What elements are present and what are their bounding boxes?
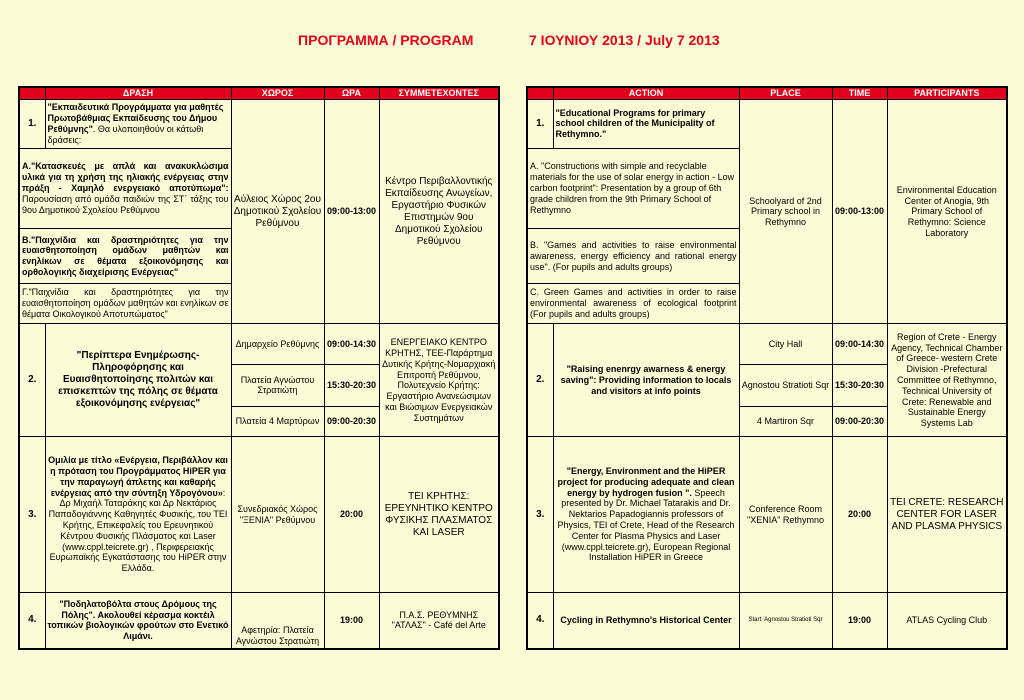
time-cell: 09:00-13:00 [832, 100, 887, 324]
action-title-rest: : Δρ Μιχαήλ Ταταράκης και Δρ Νεκτάριος Παπαδογιάννης Καθηγητές Φυσικής, του ΤΕΙ Κρήτης, Επικεφαλείς του Ερευνητικού Κέντρου Φυσικής Πλάσματος και Laser (www.cppl.teicrete.gr) , Περιφερειακής Ευρωπαϊκής Εγκατάστασης του HiPER στην Ελλάδα. [48, 487, 228, 574]
participants-cell: Κέντρο Περιβαλλοντικής Εκπαίδευσης Ανωγείων, Εργαστήριο Φυσικών Επιστημών 9ου Δημοτικού Σχολείου Ρεθύμνου [379, 100, 499, 324]
table-row [527, 592, 1007, 649]
table-row [19, 592, 499, 649]
action-title-rest: . Θα υλοποιηθούν οι κάτωθι δράσεις: [47, 123, 204, 145]
activity-b: B. "Games and activities to raise environmental awareness, energy efficiency and rational energy use". (For pupils and adults groups) [527, 229, 739, 284]
place-cell: Schoolyard of 2nd Primary school in Rethymno [739, 100, 832, 324]
place-cell: Συνεδριακός Χώρος "ΞΕΝΙΑ" Ρεθύμνου [231, 437, 324, 593]
header-place: PLACE [739, 87, 832, 100]
table-row [19, 324, 499, 364]
activity-a-bold: Α."Κατασκευές με απλά και ανακυκλώσιμα υλικά για τη χρήση της ηλιακής ενέργειας στην πράξη - Χαμηλό ενεργειακό αποτύπωμα": [22, 161, 229, 194]
program-date: 7 ΙΟΥΝΙΟΥ 2013 / July 7 2013 [529, 32, 720, 48]
action-title: "Raising enenrgy awarness & energy saving": Providing information to locals and visitors at info points [553, 324, 739, 437]
row-number: 4. [19, 592, 45, 649]
participants-cell: TEI CRETE: RESEARCH CENTER FOR LASER AND PLASMA PHYSICS [887, 437, 1007, 593]
activity-a: A. "Constructions with simple and recyclable materials for the use of solar energy in action - Low carbon footprint": Presentation by a group of 6th grade children from the 9th Primary School of Rethymno [527, 148, 739, 229]
table-row [527, 100, 1007, 148]
place-cell: Αύλειος Χώρος 2ου Δημοτικού Σχολείου Ρεθύμνου [231, 100, 324, 324]
participants-cell: ΕΝΕΡΓΕΙΑΚΟ ΚΕΝΤΡΟ ΚΡΗΤΗΣ, ΤΕΕ-Παράρτημα Δυτικής Κρήτης-Νομαρχιακή Επιτροπή Ρεθύμνου, Πολυτεχνείο Κρήτης: Εργαστήριο Ανανεώσιμων και Βιώσιμων Ενεργειακών Συστημάτων [379, 324, 499, 437]
place-cell: 4 Martiron Sqr [739, 407, 832, 437]
action-title-bold: Ομιλία με τίτλο «Ενέργεια, Περιβάλλον και η πρόταση του Προγράμματος HiPER για την παραγωγή άπλετης και καθαρής ενέργειας από την σύντηξη Υδρογόνου» [48, 455, 228, 498]
row-number: 1. [19, 100, 45, 148]
action-title-bold: "Energy, Environment and the HiPER project for producing adequate and clean energy by hydrogen fusion ". [557, 466, 735, 498]
activity-c: C. Green Games and activities in order to raise environmental awareness of ecological footprint (For pupils and adults groups) [527, 283, 739, 323]
header-action: ΔΡΑΣΗ [45, 87, 231, 100]
row-number: 4. [527, 592, 553, 649]
action-title [45, 592, 231, 649]
activity-a [19, 148, 231, 229]
time-cell: 15:30-20:30 [832, 364, 887, 406]
action-title-rest: . Ακολουθεί κέρασμα κοκτέιλ τοπικών βιολογικών φρούτων στο Ενετικό Λιμάνι. [47, 609, 229, 642]
english-program-table [526, 86, 1008, 650]
header-participants: PARTICIPANTS [887, 87, 1007, 100]
header-marker-cell [527, 87, 553, 100]
activity-b: Β."Παιχνίδια και δραστηριότητες για την ευαισθητοποίηση ομάδων μαθητών και ενηλίκων σε θέματα εξοικονόμησης και ορθολογικής διαχείρισης Ενέργειας" [19, 229, 231, 284]
action-title-rest: Speech presented by Dr. Michael Tatarakis and Dr. Nektarios Papadogiannis professors of Physics, TEI of Crete, Head of the Research Center for Plasma Physics and Laser (www.cppl.teicrete.gr), European Regional Installation HiPER in Greece [557, 487, 735, 563]
row-number: 3. [527, 437, 553, 593]
header-place: ΧΩΡΟΣ [231, 87, 324, 100]
action-title: "Educational Programs for primary school children of the Municipality of Rethymno." [553, 100, 739, 148]
activity-c: Γ."Παιχνίδια και δραστηριότητες για την ευαισθητοποίηση ομάδων μαθητών και ενηλίκων σε θέματα Οικολογικού Αποτυπώματος" [19, 283, 231, 323]
time-cell: 09:00-20:30 [324, 407, 379, 437]
greek-program-table [18, 86, 500, 650]
row-number: 3. [19, 437, 45, 593]
activity-a-rest: Παρουσίαση από ομάδα παιδιών της ΣΤ΄ τάξης του 9ου Δημοτικού Σχολείου Ρεθύμνου [22, 193, 229, 215]
table-header-row [19, 87, 499, 100]
place-cell: Δημαρχείο Ρεθύμνης [231, 324, 324, 364]
header-action: ACTION [553, 87, 739, 100]
time-cell: 09:00-14:30 [324, 324, 379, 364]
action-title-bold: "Ποδηλατοβόλτα στους Δρόμους της Πόλης" [59, 598, 217, 620]
time-cell: 20:00 [324, 437, 379, 593]
header-participants: ΣΥΜΜΕΤΕΧΟΝΤΕΣ [379, 87, 499, 100]
place-cell: Conference Room "XENIA" Rethymno [739, 437, 832, 593]
action-title-bold: "Εκπαιδευτικά Προγράμματα για μαθητές Πρωτοβάθμιας Εκπαίδευσης του Δήμου Ρεθύμνης" [47, 102, 224, 134]
header-time: TIME [832, 87, 887, 100]
participants-cell: Environmental Education Center of Anogia, 9th Primary School of Rethymno: Science Laboratory [887, 100, 1007, 324]
place-cell: Αφετηρία: Πλατεία Αγνώστου Στρατιώτη [231, 592, 324, 649]
place-cell: Start: Agnostou Stratioti Sqr [739, 592, 832, 649]
action-title [553, 437, 739, 593]
action-title [45, 437, 231, 593]
place-cell: Agnostou Stratioti Sqr [739, 364, 832, 406]
time-cell: 09:00-14:30 [832, 324, 887, 364]
header-marker-cell [19, 87, 45, 100]
time-cell: 20:00 [832, 437, 887, 593]
row-number: 2. [19, 324, 45, 437]
participants-cell: ΤΕΙ ΚΡΗΤΗΣ: ΕΡΕΥΝΗΤΙΚΟ ΚΕΝΤΡΟ ΦΥΣΙΚΗΣ ΠΛΑΣΜΑΤΟΣ ΚΑΙ LASER [379, 437, 499, 593]
time-cell: 09:00-20:30 [832, 407, 887, 437]
row-number: 2. [527, 324, 553, 437]
table-row [527, 324, 1007, 364]
time-cell: 19:00 [324, 592, 379, 649]
page-title [0, 32, 1024, 50]
action-title [45, 100, 231, 148]
participants-cell: Region of Crete - Energy Agency, Technical Chamber of Greece- western Crete Division -Prefectural Committee of Rethymno, Technical University of Crete: Renewable and Sustainable Energy Systems Lab [887, 324, 1007, 437]
place-cell: City Hall [739, 324, 832, 364]
participants-cell: Π.Α.Σ. ΡΕΘΥΜΝΗΣ "ΑΤΛΑΣ" - Café del Arte [379, 592, 499, 649]
place-cell: Πλατεία 4 Μαρτύρων [231, 407, 324, 437]
time-cell: 15:30-20:30 [324, 364, 379, 406]
table-header-row [527, 87, 1007, 100]
table-row [19, 100, 499, 148]
table-row [527, 437, 1007, 593]
time-cell: 19:00 [832, 592, 887, 649]
time-cell: 09:00-13:00 [324, 100, 379, 324]
participants-cell: ATLAS Cycling Club [887, 592, 1007, 649]
table-row [19, 437, 499, 593]
header-time: ΩΡΑ [324, 87, 379, 100]
place-cell: Πλατεία Αγνώστου Στρατιώτη [231, 364, 324, 406]
action-title: "Περίπτερα Ενημέρωσης-Πληροφόρησης και Ευαισθητοποίησης πολιτών και επισκεπτών της πόλης σε θέματα εξοικονόμησης ενέργειας" [45, 324, 231, 437]
row-number: 1. [527, 100, 553, 148]
program-title: ΠΡΟΓΡΑΜΜΑ / PROGRAM [298, 32, 474, 48]
action-title: Cycling in Rethymno's Historical Center [553, 592, 739, 649]
